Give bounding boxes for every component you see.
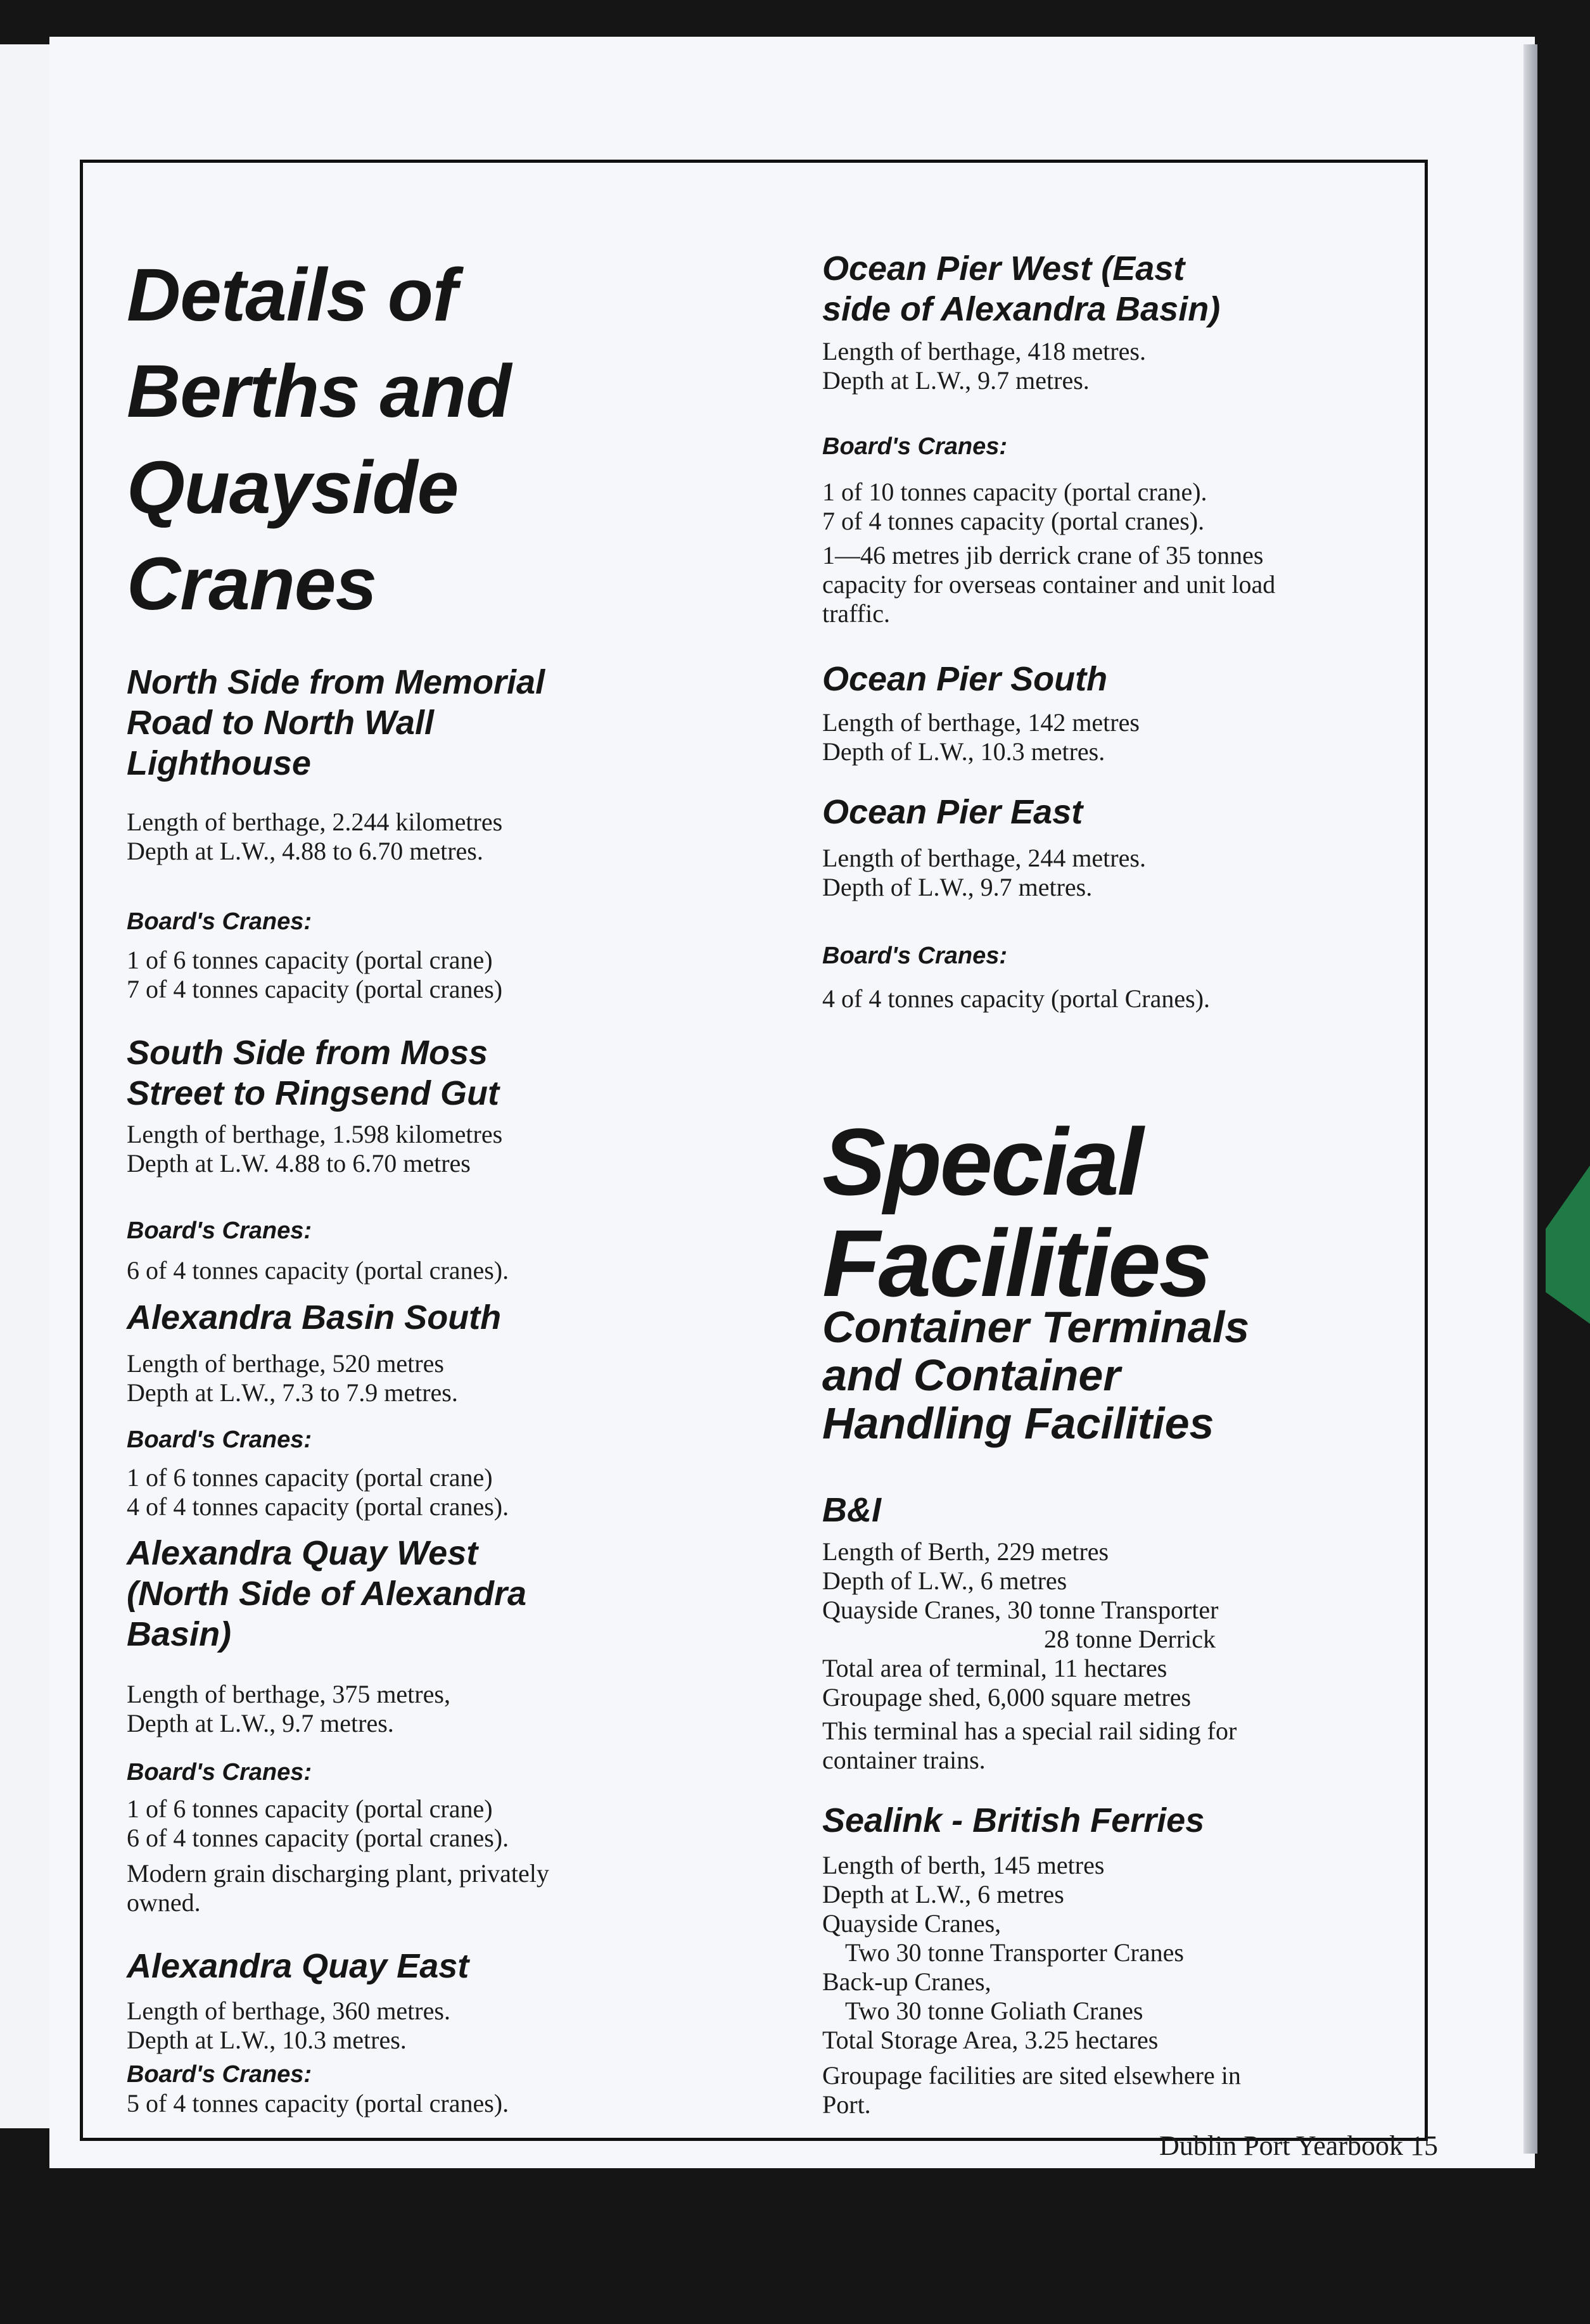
- sealink-heading: Sealink - British Ferries: [822, 1801, 1205, 1839]
- alexandra-quay-east-details: Length of berthage, 360 metres. Depth at L.W., 10.3 metres.: [127, 1997, 450, 2054]
- alexandra-quay-west-cranes: 1 of 6 tonnes capacity (portal crane) 6 of 4 tonnes capacity (portal cranes).: [127, 1794, 509, 1852]
- bi-derrick: 28 tonne Derrick: [1044, 1625, 1216, 1653]
- north-side-cranes: 1 of 6 tonnes capacity (portal crane) 7 of 4 tonnes capacity (portal cranes): [127, 946, 503, 1003]
- special-facilities-title: Special Facilities: [822, 1108, 1210, 1316]
- bi-heading: B&I: [822, 1491, 881, 1529]
- ocean-pier-west-cranes: 1 of 10 tonnes capacity (portal crane). 7 of 4 tonnes capacity (portal cranes).: [822, 478, 1207, 535]
- special-facilities-subtitle: Container Terminals and Container Handling Facilities: [822, 1302, 1250, 1448]
- page-title-line: Details of: [127, 253, 457, 337]
- bi-area: Total area of terminal, 11 hectares Groupage shed, 6,000 square metres: [822, 1654, 1192, 1711]
- page-footer: Dublin Port Yearbook 15: [1159, 2130, 1438, 2161]
- alexandra-quay-east-cranes-label: Board's Cranes:: [127, 2061, 312, 2088]
- alexandra-quay-west-details: Length of berthage, 375 metres, Depth at L.W., 9.7 metres.: [127, 1680, 450, 1737]
- alexandra-basin-south-details: Length of berthage, 520 metres Depth at L.W., 7.3 to 7.9 metres.: [127, 1349, 458, 1407]
- ocean-pier-east-heading: Ocean Pier East: [822, 793, 1083, 831]
- page-title: [127, 247, 511, 632]
- ocean-pier-south-details: Length of berthage, 142 metres Depth of L.W., 10.3 metres.: [822, 708, 1140, 766]
- south-side-cranes-label: Board's Cranes:: [127, 1217, 312, 1244]
- alexandra-quay-west-note: Modern grain discharging plant, privately owned.: [127, 1859, 549, 1917]
- south-side-details: Length of berthage, 1.598 kilometres Depth at L.W. 4.88 to 6.70 metres: [127, 1120, 503, 1178]
- ocean-pier-west-details: Length of berthage, 418 metres. Depth at L.W., 9.7 metres.: [822, 337, 1146, 395]
- alexandra-quay-east-cranes: 5 of 4 tonnes capacity (portal cranes).: [127, 2089, 509, 2118]
- ocean-pier-west-cranes-label: Board's Cranes:: [822, 433, 1008, 460]
- alexandra-quay-east-heading: Alexandra Quay East: [127, 1947, 469, 1985]
- sealink-goliath: Two 30 tonne Goliath Cranes: [845, 1997, 1143, 2025]
- ocean-pier-east-cranes-label: Board's Cranes:: [822, 943, 1008, 969]
- sealink-note: Groupage facilities are sited elsewhere in Port.: [822, 2061, 1241, 2119]
- sealink-backup: Back-up Cranes,: [822, 1967, 991, 1996]
- ocean-pier-west-heading: Ocean Pier West (East side of Alexandra Basin): [822, 250, 1221, 328]
- ocean-pier-east-cranes: 4 of 4 tonnes capacity (portal Cranes).: [822, 984, 1211, 1013]
- page-title-line: Quayside: [127, 446, 459, 530]
- alexandra-basin-south-cranes: 1 of 6 tonnes capacity (portal crane) 4 of 4 tonnes capacity (portal cranes).: [127, 1463, 509, 1521]
- north-side-cranes-label: Board's Cranes:: [127, 908, 312, 935]
- sealink-transporter: Two 30 tonne Transporter Cranes: [845, 1938, 1184, 1967]
- sealink-details: Length of berth, 145 metres Depth at L.W., 6 metres Quayside Cranes,: [822, 1851, 1105, 1938]
- bi-note: This terminal has a special rail siding for container trains.: [822, 1717, 1237, 1774]
- ocean-pier-west-derrick: 1—46 metres jib derrick crane of 35 tonnes capacity for overseas container and unit load traffic.: [822, 541, 1276, 628]
- page-title-line: Cranes: [127, 542, 377, 626]
- south-side-heading: South Side from Moss Street to Ringsend Gut: [127, 1034, 500, 1112]
- north-side-details: Length of berthage, 2.244 kilometres Depth at L.W., 4.88 to 6.70 metres.: [127, 808, 503, 865]
- ocean-pier-east-details: Length of berthage, 244 metres. Depth of L.W., 9.7 metres.: [822, 844, 1146, 901]
- page-title-line: Berths and: [127, 350, 511, 433]
- alexandra-basin-south-heading: Alexandra Basin South: [127, 1299, 502, 1337]
- bookmark-tab: [1546, 1165, 1590, 1324]
- alexandra-quay-west-cranes-label: Board's Cranes:: [127, 1759, 312, 1786]
- south-side-cranes: 6 of 4 tonnes capacity (portal cranes).: [127, 1256, 509, 1285]
- bi-details: Length of Berth, 229 metres Depth of L.W., 6 metres Quayside Cranes, 30 tonne Transporter: [822, 1537, 1219, 1624]
- north-side-heading: North Side from Memorial Road to North Wall Lighthouse: [127, 663, 545, 782]
- sealink-storage: Total Storage Area, 3.25 hectares: [822, 2026, 1159, 2054]
- alexandra-basin-south-cranes-label: Board's Cranes:: [127, 1426, 312, 1453]
- page-edge: [1523, 44, 1537, 2154]
- ocean-pier-south-heading: Ocean Pier South: [822, 660, 1108, 698]
- alexandra-quay-west-heading: Alexandra Quay West (North Side of Alexandra Basin): [127, 1534, 527, 1653]
